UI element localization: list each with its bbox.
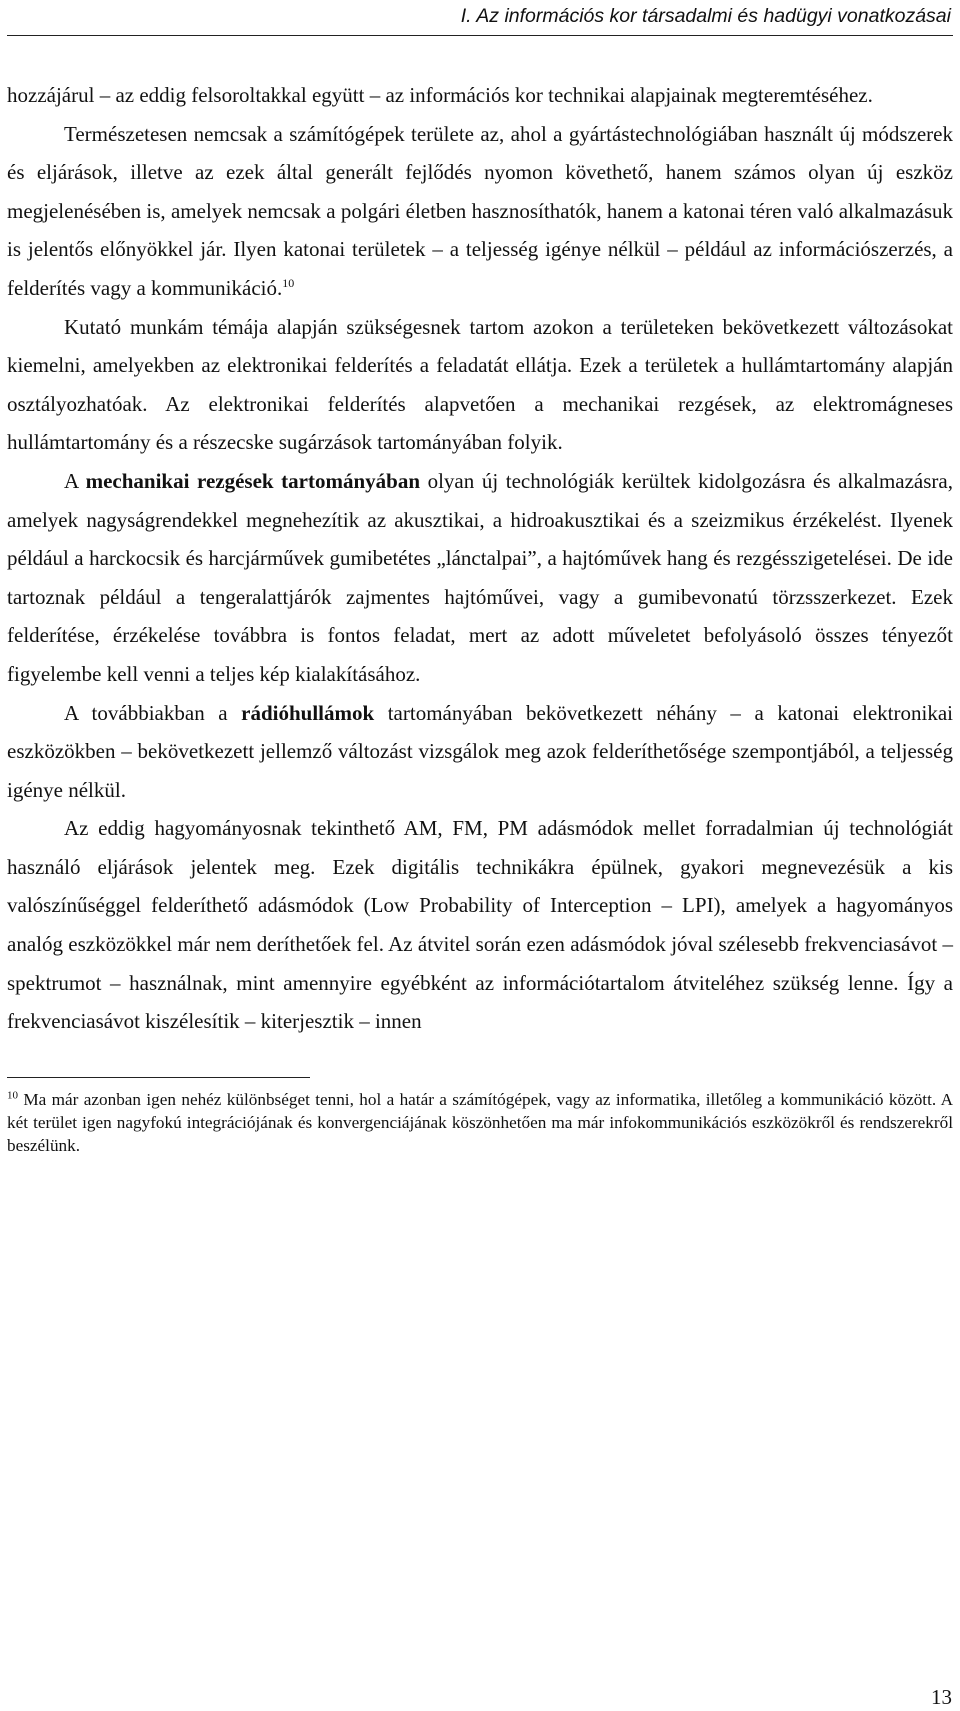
footnote-item bbox=[7, 1088, 953, 1158]
paragraph-5-emphasis: rádióhullámok bbox=[241, 700, 375, 725]
page-number: 13 bbox=[931, 1685, 952, 1709]
header-divider bbox=[7, 35, 953, 36]
paragraph-3-text: Kutató munkám témája alapján szükségesnek tartom azokon a területeken bekövetkezett változásokat kiemelni, amelyekben az elektronikai felderítés a feladatát ellátja. Ezek a területek a hullámtartomány alapján osztályozhatóak. Az elektronikai felderítés alapvetően a mechanikai rezgések, az elektromágneses hullámtartomány és a részecske sugárzások tartományában folyik. bbox=[7, 314, 953, 455]
paragraph-1 bbox=[7, 76, 953, 115]
paragraph-2-text: Természetesen nemcsak a számítógépek területe az, ahol a gyártástechnológiában használt új módszerek és eljárások, illetve az ezek által generált fejlődés nyomon követhető, hanem számos olyan új eszköz megjelenésében is, amelyek nemcsak a polgári életben hasznosíthatók, hanem a katonai téren való alkalmazásuk is jelentős előnyökkel jár. Ilyen katonai területek – a teljesség igénye nélkül – például az információszerzés, a felderítés vagy a kommunikáció. bbox=[7, 121, 953, 300]
footnotes bbox=[7, 1088, 953, 1158]
paragraph-4-text: olyan új technológiák kerültek kidolgozásra és alkalmazásra, amelyek nagyságrendekkel megnehezítik az akusztikai, a hidroakusztikai és a szeizmikus érzékelést. Ilyenek például a harckocsik és harcjárművek gumibetétes „lánctalpai”, a hajtóművek hang és rezgésszigetelései. De ide tartoznak például a tengeralattjárók zajmentes hajtóművei, vagy a gumibevonatú törzsszerkezet. Ezek felderítése, érzékelése továbbra is fontos feladat, mert az adott műveletet befolyásoló összes tényezőt figyelembe kell venni a teljes kép kialakításához. bbox=[7, 468, 953, 686]
paragraph-6-text: Az eddig hagyományosnak tekinthető AM, FM, PM adásmódok mellet forradalmian új technológiát használó eljárások jelentek meg. Ezek digitális technikákra épülnek, gyakori megnevezésük a kis valószínűséggel felderíthető adásmódok (Low Probability of Interception – LPI), amelyek a hagyományos analóg eszközökkel már nem deríthetőek fel. Az átvitel során ezen adásmódok jóval szélesebb frekvenciasávot – spektrumot – használnak, mint amennyire egyébként az információtartalom átviteléhez szükség lenne. Így a frekvenciasávot kiszélesítik – kiterjesztik – innen bbox=[7, 816, 953, 1034]
paragraph-2 bbox=[7, 115, 953, 308]
paragraph-4 bbox=[7, 462, 953, 694]
running-header bbox=[7, 0, 953, 32]
footnote-text: Ma már azonban igen nehéz különbséget tenni, hol a határ a számítógépek, vagy az informatika, illetőleg a kommunikáció között. A két terület igen nagyfokú integrációjának és konvergenciájának köszönhetően ma már infokommunikációs eszközökről és rendszerekről beszélünk. bbox=[7, 1089, 953, 1156]
paragraph-4-emphasis: mechanikai rezgések tartományában bbox=[85, 468, 421, 493]
body-text bbox=[7, 76, 953, 1041]
paragraph-5-text: tartományában bekövetkezett néhány – a katonai elektronikai eszközökben – bekövetkezett jellemző változást vizsgálok meg azok felderíthetősége szempontjából, a teljesség igénye nélkül. bbox=[7, 700, 953, 802]
paragraph-3 bbox=[7, 308, 953, 462]
paragraph-5 bbox=[7, 694, 953, 810]
running-header-title: I. Az információs kor társadalmi és hadügyi vonatkozásai bbox=[460, 5, 951, 27]
footnote-number: 10 bbox=[7, 1089, 18, 1102]
footnote-divider bbox=[7, 1077, 310, 1078]
footnote-reference[interactable]: 10 bbox=[282, 275, 295, 290]
paragraph-6 bbox=[7, 809, 953, 1041]
paragraph-5-lead: A továbbiakban a bbox=[64, 700, 242, 725]
paragraph-4-lead: A bbox=[64, 468, 86, 493]
paragraph-1-text: hozzájárul – az eddig felsoroltakkal együtt – az információs kor technikai alapjainak megteremtéséhez. bbox=[7, 83, 873, 107]
